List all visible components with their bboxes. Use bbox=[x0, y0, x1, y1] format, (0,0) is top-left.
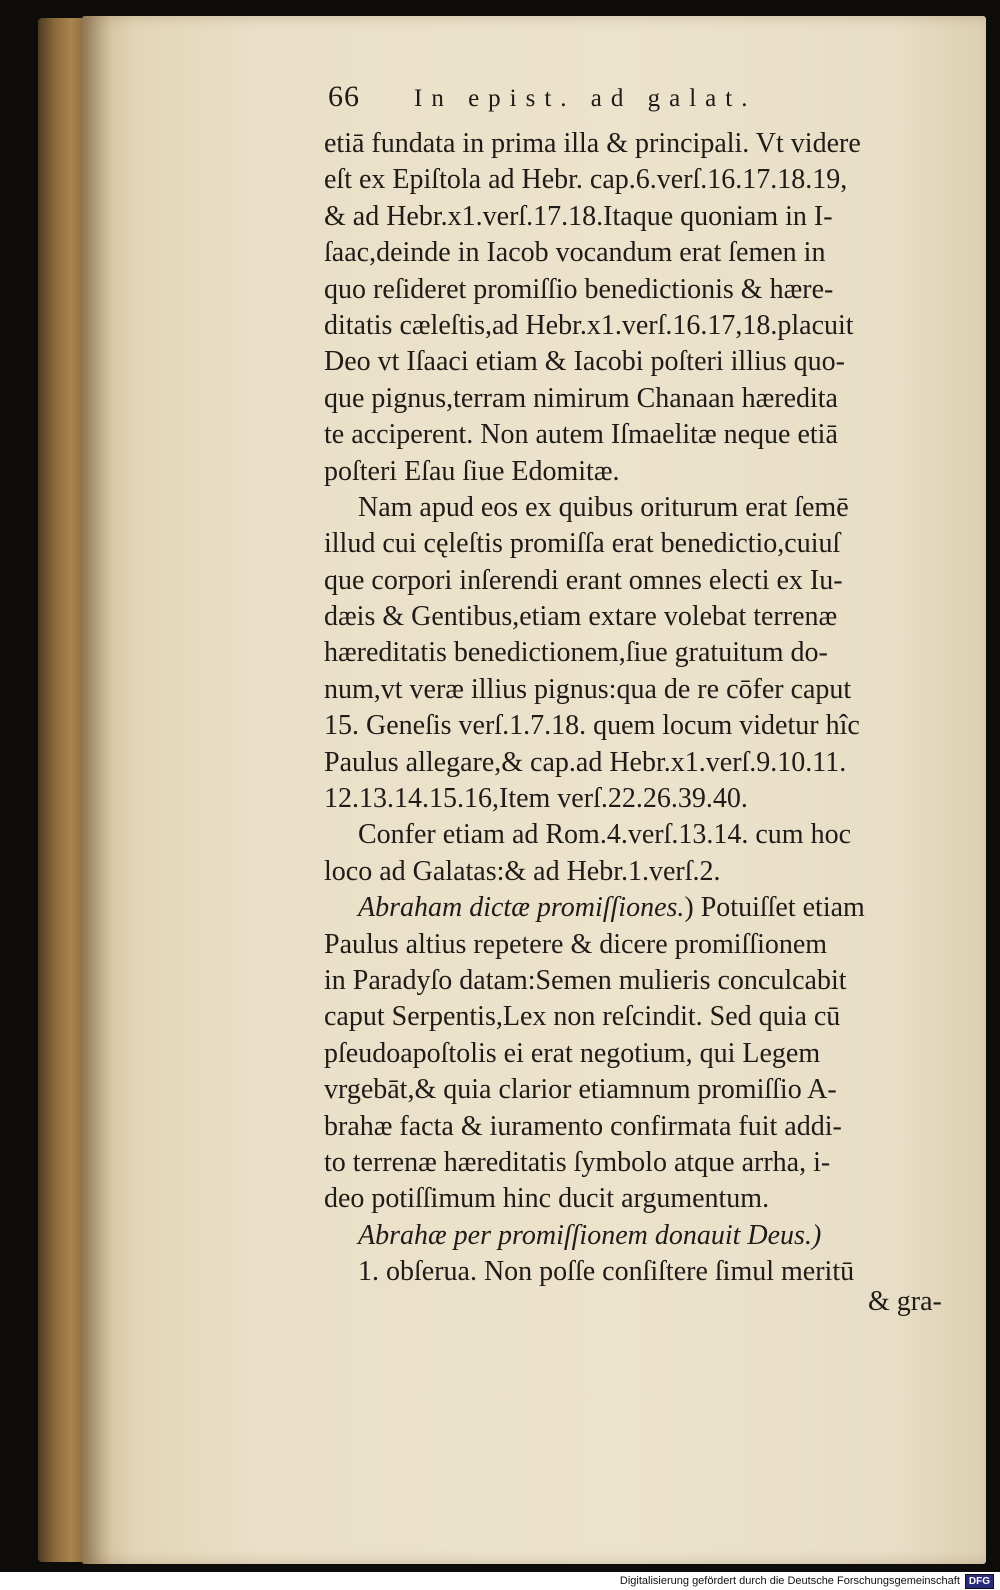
text-line: hæreditatis benedictionem,ſiue gratuitum do- bbox=[324, 637, 828, 669]
body-text bbox=[324, 126, 964, 1291]
gutter-shadow bbox=[82, 16, 112, 1564]
text-line: brahæ facta & iuramento confirmata fuit addi- bbox=[324, 1110, 842, 1142]
text-line: Paulus allegare,& cap.ad Hebr.x1.verſ.9.10.11. bbox=[324, 746, 847, 778]
text-line: que pignus,terram nimirum Chanaan hæredita bbox=[324, 382, 838, 414]
funding-credit: Digitalisierung gefördert durch die Deutsche Forschungsgemeinschaft bbox=[619, 1575, 960, 1587]
text-line: loco ad Galatas:& ad Hebr.1.verſ.2. bbox=[324, 855, 721, 887]
lemma-line: Abraham dictæ promiſſiones.) Potuiſſet etiam bbox=[358, 892, 865, 924]
text-line: quo reſideret promiſſio benedictionis & hære- bbox=[324, 273, 834, 305]
text-line: 12.13.14.15.16,Item verſ.22.26.39.40. bbox=[324, 783, 748, 815]
text-line: te acciperent. Non autem Iſmaelitæ neque etiā bbox=[324, 419, 838, 451]
text-line: to terrenæ hæreditatis ſymbolo atque arrha, i- bbox=[324, 1146, 831, 1178]
paragraph-start-line: Confer etiam ad Rom.4.verſ.13.14. cum hoc bbox=[358, 819, 851, 851]
paragraph-start-line: Nam apud eos ex quibus oriturum erat ſemē bbox=[358, 491, 849, 523]
running-head bbox=[328, 80, 888, 120]
text-line: etiā fundata in prima illa & principali. Vt videre bbox=[324, 128, 861, 159]
running-title: In epist. ad galat. bbox=[414, 85, 757, 112]
text-line: pſeudoapoſtolis ei erat negotium, qui Legem bbox=[324, 1037, 821, 1069]
text-line: ſaac,deinde in Iacob vocandum erat ſemen in bbox=[324, 237, 826, 269]
catchword: & gra- bbox=[868, 1286, 942, 1317]
lemma-italic: Abraham dictæ promiſſiones. bbox=[358, 892, 685, 924]
text-line: 15. Geneſis verſ.1.7.18. quem locum videtur hîc bbox=[324, 710, 860, 742]
lemma-line: Abrahæ per promiſſionem donauit Deus.) bbox=[358, 1219, 822, 1251]
text-line: & ad Hebr.x1.verſ.17.18.Itaque quoniam in I- bbox=[324, 200, 833, 232]
text-line: caput Serpentis,Lex non reſcindit. Sed quia cū bbox=[324, 1001, 841, 1033]
text-line: in Paradyſo datam:Semen mulieris conculcabit bbox=[324, 964, 847, 996]
page-number: 66 bbox=[328, 80, 360, 113]
text-line: poſteri Eſau ſiue Edomitæ. bbox=[324, 455, 620, 487]
text-line: num,vt veræ illius pignus:qua de re cōfer caput bbox=[324, 673, 852, 705]
text-line: dæis & Gentibus,etiam extare volebat terrenæ bbox=[324, 601, 838, 633]
text-line: deo potiſſimum hinc ducit argumentum. bbox=[324, 1183, 770, 1215]
text-line: Paulus altius repetere & dicere promiſſionem bbox=[324, 928, 828, 960]
digitization-footer bbox=[0, 1572, 1000, 1590]
text-line: illud cui cęleſtis promiſſa erat benedictio,cuiuſ bbox=[324, 528, 841, 560]
text-line: ditatis cæleſtis,ad Hebr.x1.verſ.16.17,18.placuit bbox=[324, 309, 854, 341]
text-line: 1. obſerua. Non poſſe conſiſtere ſimul meritū bbox=[358, 1256, 855, 1288]
text-line: vrgebāt,& quia clarior etiamnum promiſſio A- bbox=[324, 1074, 837, 1106]
text-line: que corpori inſerendi erant omnes electi ex Iu- bbox=[324, 564, 843, 596]
text-line: Deo vt Iſaaci etiam & Iacobi poſteri illius quo- bbox=[324, 346, 845, 378]
dfg-logo: DFG bbox=[965, 1574, 994, 1589]
text-line: eſt ex Epiſtola ad Hebr. cap.6.verſ.16.17.18.19, bbox=[324, 164, 848, 196]
